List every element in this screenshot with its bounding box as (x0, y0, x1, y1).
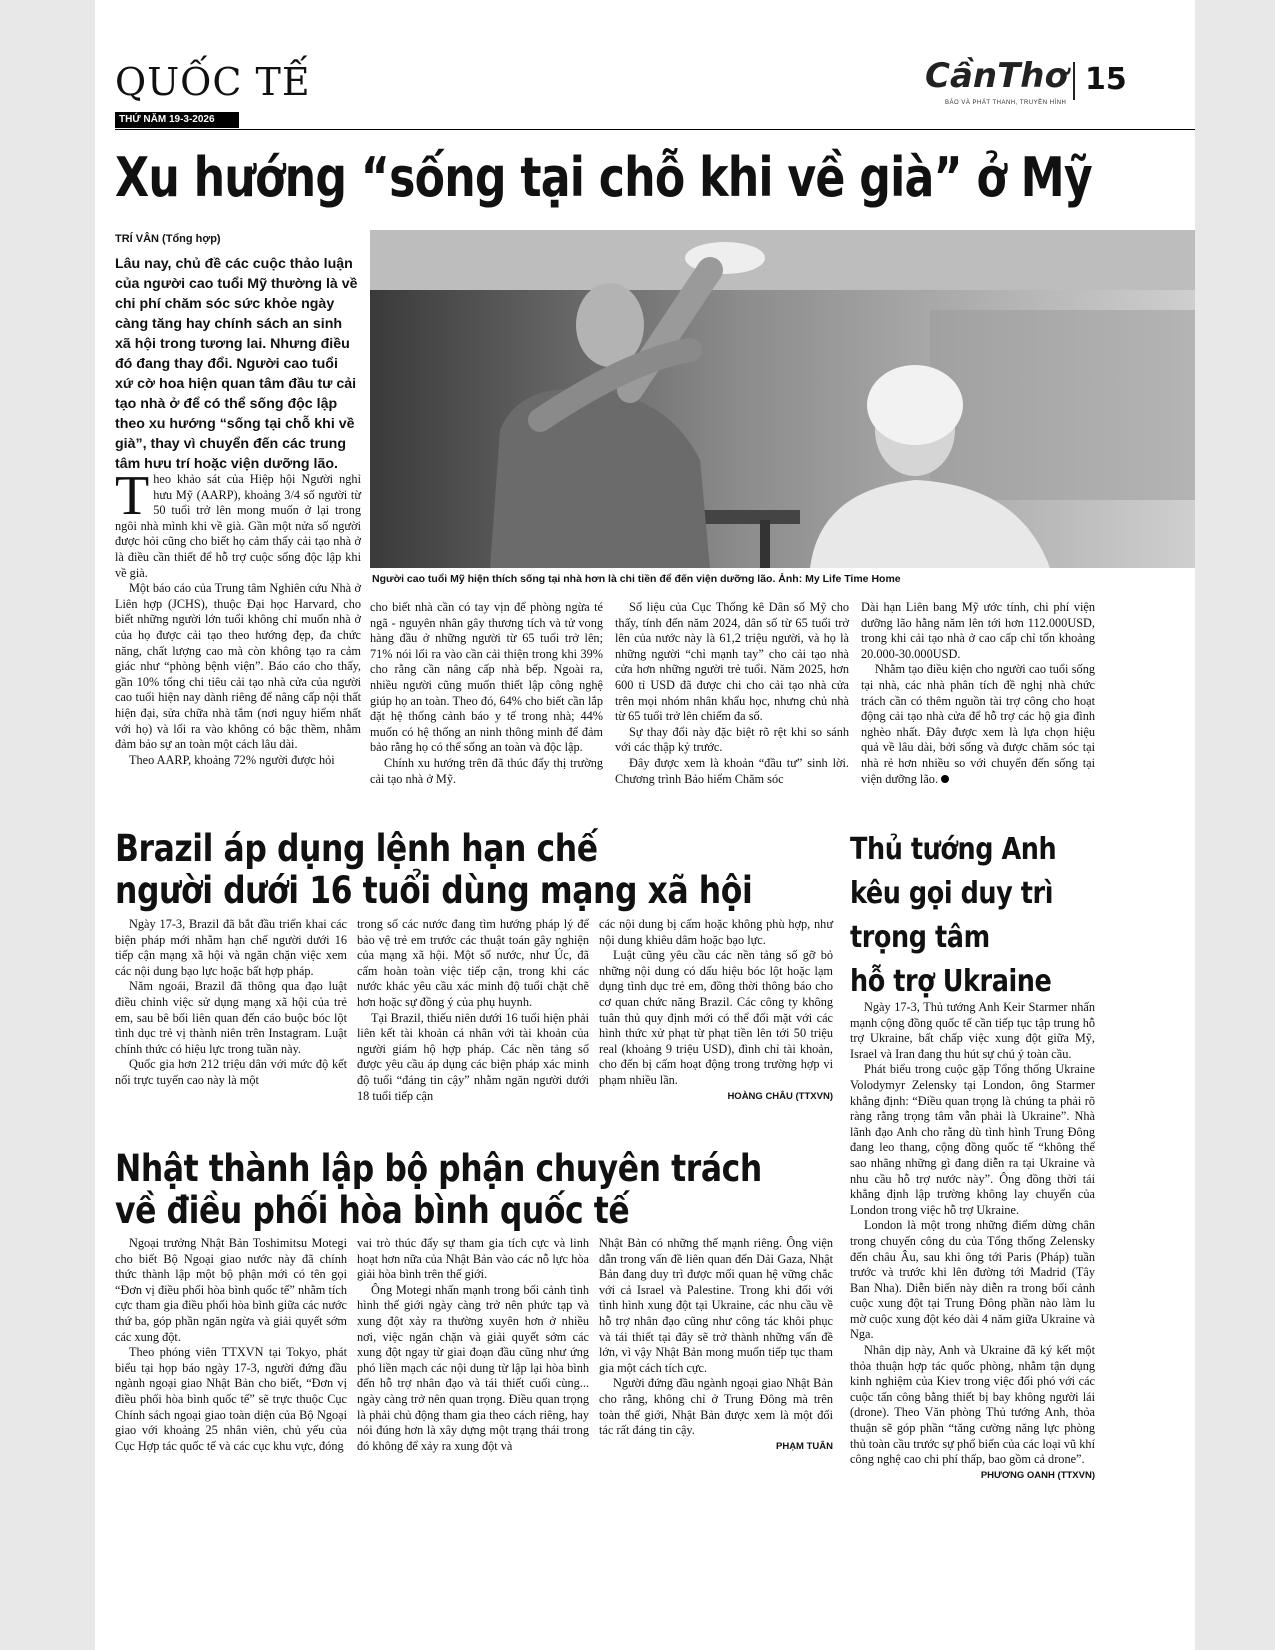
japan-col-3: Nhật Bản có những thế mạnh riêng. Ông viện dẫn trong vấn đề liên quan đến Dải Gaza, Nhật Bản đang duy trì được mối quan hệ vững chắc với cả Israel và Palestine. Trong khi đối với tình hình xung đột tại Ukraine, các nhu cầu về hỗ trợ nhân đạo cũng như công tác khôi phục và tái thiết tại đây sẽ trở thành những vấn đề lớn, vì vậy Nhật Bản mong muốn tiếp tục tham gia một cách tích cực. Người đứng đầu ngành ngoại giao Nhật Bản cho rằng, không chỉ ở Trung Đông mà trên toàn thế giới, Nhật Bản được xem là một đối tác rất đáng tin cậy. PHẠM TUÂN (599, 1236, 833, 1454)
main-lead: Lâu nay, chủ đề các cuộc thảo luận của người cao tuổi Mỹ thường là về chi phí chăm sóc sức khỏe ngày càng tăng hay chính sách an sinh xã hội trong tương lai. Nhưng điều đó đang thay đổi. Người cao tuổi xứ cờ hoa hiện quan tâm đầu tư cải tạo nhà ở để có thể sống độc lập theo xu hướng “sống tại chỗ khi về già”, thay vì chuyển đến các trung tâm hưu trí hoặc viện dưỡng lão. (115, 256, 358, 472)
end-mark-icon (941, 775, 949, 783)
page-number: 15 (1085, 62, 1127, 97)
issue-date: THỨ NĂM 19-3-2026 (115, 112, 239, 128)
uk-headline: Thủ tướng Anh kêu gọi duy trì trọng tâm hỗ trợ Ukraine (850, 832, 1057, 999)
main-col-3: Số liệu của Cục Thống kê Dân số Mỹ cho thấy, tính đến năm 2024, dân số từ 65 tuổi trở lên của nước này là 61,2 triệu người, và họ là những người “chỉ mạnh tay” cho cải tạo nhà cửa hơn những người trẻ tuổi. Năm 2025, hơn 600 tỉ USD đã được chi cho cải tạo nhà cửa trên mọi nhóm nhân khẩu học, nhưng chủ nhà từ 65 tuổi trở lên chiếm đa số. Sự thay đổi này đặc biệt rõ rệt khi so sánh với các thập kỷ trước. Đây được xem là khoản “đầu tư” sinh lời. Chương trình Bảo hiểm Chăm sóc (615, 600, 849, 786)
japan-col-2: vai trò thúc đẩy sự tham gia tích cực và linh hoạt hơn nữa của Nhật Bản vào các nỗ lực hòa giải hòa bình trên thế giới. Ông Motegi nhấn mạnh trong bối cảnh tình hình thế giới ngày càng trở nên phức tạp và xung đột xảy ra thường xuyên hơn ở nhiều nơi, việc ngăn chặn và giải quyết sớm các xung đột ngay từ giai đoạn đầu cũng như ứng phó liền mạch các nội dung từ lập lại hòa bình đến hỗ trợ nhân đạo và tái thiết cuối cùng... ngày càng trở nên quan trọng. Điều quan trọng là phải chủ động tham gia theo cách riêng, hay nói đúng hơn là xây dựng một trạng thái trong đó không để xảy ra xung đột và (357, 1236, 589, 1453)
uk-author: PHƯƠNG OANH (TTXVN) (980, 1469, 1095, 1481)
main-final-paragraph: Nhằm tạo điều kiện cho người cao tuổi sống tại nhà, các nhà phân tích đề nghị nhà chức trách cần có thêm nguồn tài trợ công cho hoạt động cải tạo nhà cửa để hỗ trợ các hộ gia đình nghèo nhất. Đây được xem là lựa chọn hiệu quả về lâu dài, bởi sống và được chăm sóc tại nhà rẻ hơn nhiều so với chuyển đến sống tại viện dưỡng lão. (861, 662, 1095, 786)
main-col-2: cho biết nhà cần có tay vịn để phòng ngừa té ngã - nguyên nhân gây thương tích và tử vong hàng đầu ở những người từ 65 tuổi trở lên; 71% nói lối ra vào cần cải thiện trong khi 39% cho rằng cần nâng cấp nhà bếp. Ngoài ra, nhiều người cũng muốn thiết lập công nghệ giúp họ an toàn. Theo đó, 64% cho biết cần lắp đặt hệ thống cảnh báo y tế trong nhà; 44% muốn có hệ thống an ninh thông minh để đảm bảo rằng họ có thể sống an toàn và độc lập. Chính xu hướng trên đã thúc đẩy thị trường cải tạo nhà ở Mỹ. (370, 600, 603, 786)
japan-headline: Nhật thành lập bộ phận chuyên trách về điều phối hòa bình quốc tế (115, 1147, 762, 1232)
brazil-author: HOÀNG CHÂU (TTXVN) (727, 1090, 833, 1102)
brazil-col-3: các nội dung bị cấm hoặc không phù hợp, như nội dung khiêu dâm hoặc bạo lực. Luật cũng yêu cầu các nền tảng số gỡ bỏ những nội dung có dấu hiệu bóc lột hoặc lạm dụng tình dục trẻ em, đồng thời thông báo cho cơ quan chức năng Brazil. Các công ty không tuân thủ quy định mới có thể đối mặt với các hình thức xử phạt từ phạt tiền lên tới 50 triệu real (khoảng 9 triệu USD), đình chỉ tài khoản, cho đến bị cấm hoạt động trong trường hợp vi phạm nhiều lần. HOÀNG CHÂU (TTXVN) (599, 917, 833, 1104)
header-divider (1073, 62, 1075, 100)
photo-caption: Người cao tuổi Mỹ hiện thích sống tại nhà hơn là chi tiền để đến viện dưỡng lão. Ảnh: My Life Time Home (372, 573, 901, 585)
brazil-col-2: trong số các nước đang tìm hướng pháp lý để bảo vệ trẻ em trước các thuật toán gây nghiện của mạng xã hội. Một số nước, như Úc, đã cấm hoàn toàn việc tiếp cận, trong khi các nước khác yêu cầu xác minh độ tuổi chặt chẽ hơn hoặc sự đồng ý của phụ huynh. Tại Brazil, thiếu niên dưới 16 tuổi hiện phải liên kết tài khoản cá nhân với tài khoản của người giám hộ hợp pháp. Các nền tảng số được yêu cầu áp dụng các biện pháp xác minh độ tuổi “đáng tin cậy” nhằm ngăn người dưới 18 tuổi tiếp cận (357, 917, 589, 1103)
header-rule (115, 129, 1195, 130)
newspaper-logo: CầnThơ (925, 56, 1068, 96)
main-col-4: Dài hạn Liên bang Mỹ ước tính, chi phí viện dưỡng lão hằng năm lên tới hơn 112.000USD, trong khi cải tạo nhà ở cao cấp chỉ tốn khoảng 20.000-30.000USD. Nhằm tạo điều kiện cho người cao tuổi sống tại nhà, các nhà phân tích đề nghị nhà chức trách cần có thêm nguồn tài trợ công cho hoạt động cải tạo nhà cửa để hỗ trợ các hộ gia đình nghèo nhất. Đây được xem là lựa chọn hiệu quả về lâu dài, bởi sống và được chăm sóc tại nhà rẻ hơn nhiều so với chuyển đến sống tại viện dưỡng lão. (861, 600, 1095, 786)
japan-author: PHẠM TUÂN (776, 1440, 833, 1452)
article-photo (370, 230, 1195, 568)
main-byline: TRÍ VÂN (Tổng hợp) (115, 233, 221, 245)
main-headline: Xu hướng “sống tại chỗ khi về già” ở Mỹ (115, 146, 1092, 209)
main-col-1: Theo khảo sát của Hiệp hội Người nghỉ hưu Mỹ (AARP), khoảng 3/4 số người từ 50 tuổi trở lên mong muốn ở lại trong ngôi nhà mình khi về già. Gần một nửa số người được hỏi cũng cho biết họ cảm thấy cải tạo nhà ở là điều cần thiết để hỗ trợ cuộc sống độc lập khi về già. Một báo cáo của Trung tâm Nghiên cứu Nhà ở Liên hợp (JCHS), thuộc Đại học Harvard, cho biết những người lớn tuổi không chỉ muốn nhà ở của họ được cải tạo theo hướng đẹp, đa chức năng, chất lượng cao mà còn không tạo ra cảm giác như “phòng bệnh viện”. Báo cáo cho thấy, gần 10% tổng chi tiêu cải tạo nhà cửa của người cao tuổi hiện nay dành riêng để nâng cấp nội thất hiện đại, sửa chữa nhà tắm (nơi nguy hiểm nhất với họ) và lối ra vào không có bậc thềm, nhằm đảm bảo sự an toàn một cách lâu dài. Theo AARP, khoảng 72% người được hỏi (115, 465, 361, 767)
japan-col-1: Ngoại trưởng Nhật Bản Toshimitsu Motegi cho biết Bộ Ngoại giao nước này đã chính thức thành lập một bộ phận mới có tên gọi “Đơn vị điều phối hòa bình quốc tế” nhằm tích cực tham gia điều phối hòa bình giữa các nước thứ ba, góp phần ngăn ngừa và giải quyết sớm các xung đột. Theo phóng viên TTXVN tại Tokyo, phát biểu tại họp báo ngày 17-3, người đứng đầu ngành ngoại giao Nhật Bản cho biết, “Đơn vị điều phối hòa bình quốc tế” sẽ trực thuộc Cục Chính sách ngoại giao toàn diện của Bộ Ngoại giao với khoảng 25 nhân viên, chủ yếu của Cục Hợp tác quốc tế và các cục khu vực, đóng (115, 1236, 347, 1453)
logo-subtitle: BÁO VÀ PHÁT THANH, TRUYỀN HÌNH (945, 100, 1067, 106)
uk-column: Ngày 17-3, Thủ tướng Anh Keir Starmer nhấn mạnh cộng đồng quốc tế cần tiếp tục tập trung hỗ trợ Ukraine, bất chấp việc xung đột giữa Mỹ, Israel và Iran đang thu hút sự chú ý toàn cầu. Phát biểu trong cuộc gặp Tổng thống Ukraine Volodymyr Zelensky tại London, ông Starmer khẳng định: “Điều quan trọng là chúng ta phải rõ ràng rằng trọng tâm vẫn phải là Ukraine”. Nhà lãnh đạo Anh cho rằng dù tình hình Trung Đông đang leo thang, cộng đồng quốc tế “không thể sao nhãng những gì đang diễn ra tại Ukraine và nhu cầu hỗ trợ nước này”. Ông đồng thời tái khẳng định lập trường không lay chuyển của London trong việc hỗ trợ Ukraine. London là một trong những điểm dừng chân trong chuyến công du của Tổng thống Zelensky đến châu Âu, sau khi ông tới Paris (Pháp) tuần trước và trước khi lên đường tới Madrid (Tây Ban Nha). Diễn biến này diễn ra trong bối cảnh cuộc xung đột tại Trung Đông phần nào làm lu mờ cuộc xung đột kéo dài 4 năm giữa Ukraine và Nga. Nhân dịp này, Anh và Ukraine đã ký kết một thỏa thuận hợp tác quốc phòng, nhằm tận dụng kinh nghiệm của Kiev trong việc đối phó với các cuộc tấn công bằng thiết bị bay không người lái (drone). Theo Văn phòng Thủ tướng Anh, thỏa thuận sẽ góp phần “tăng cường năng lực phòng thủ toàn cầu trước sự phổ biến của các loại vũ khí công nghệ cao chi phí thấp, bao gồm cả drone”. PHƯƠNG OANH (TTXVN) (850, 1000, 1095, 1483)
section-title: QUỐC TẾ (115, 60, 311, 104)
drop-cap: T (115, 465, 150, 527)
brazil-headline: Brazil áp dụng lệnh hạn chế người dưới 16 tuổi dùng mạng xã hội (115, 827, 753, 912)
brazil-col-1: Ngày 17-3, Brazil đã bắt đầu triển khai các biện pháp mới nhằm hạn chế người dưới 16 tiếp cận mạng xã hội và ngăn chặn việc xem các nội dung bạo lực hoặc bất hợp pháp. Năm ngoái, Brazil đã thông qua đạo luật điều chỉnh việc sử dụng mạng xã hội của trẻ em, sau bê bối liên quan đến cáo buộc bóc lột tình dục trẻ vị thành niên trên Instagram. Luật chính thức có hiệu lực trong tuần này. Quốc gia hơn 212 triệu dân với mức độ kết nối trực tuyến cao này là một (115, 917, 347, 1087)
newspaper-page (95, 0, 1195, 1650)
elderly-couple-photo (370, 230, 1195, 568)
